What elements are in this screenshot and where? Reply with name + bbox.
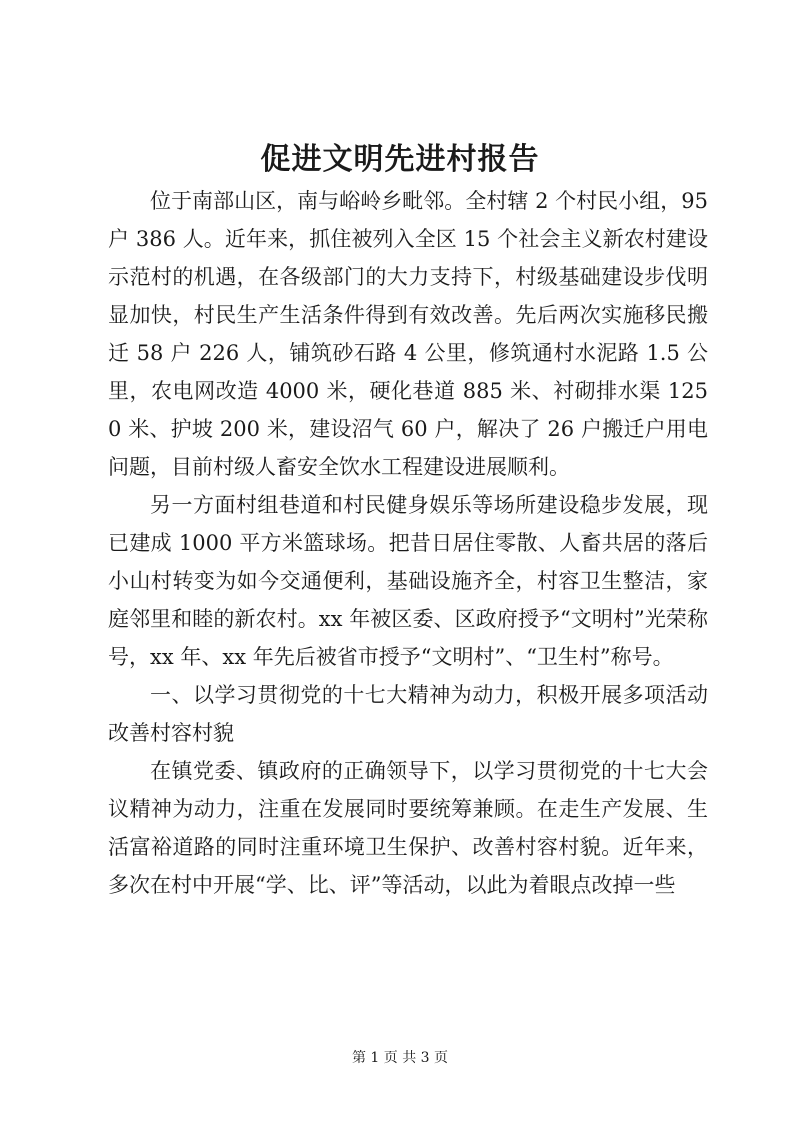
paragraph-development: 另一方面村组巷道和村民健身娱乐等场所建设稳步发展，现已建成 1000 平方米篮球场。把昔日居住零散、人畜共居的落后小山村转变为如今交通便利，基础设施齐全，村容卫生整洁，家庭邻里和睦的新农村。xx 年被区委、区政府授予“文明村”光荣称号，xx 年、xx 年先后被省市授予“文明村”、“卫生村”称号。 xyxy=(108,493,708,669)
page-footer: 第 1 页 共 3 页 xyxy=(351,1050,449,1066)
section-heading-1: 一、以学习贯彻党的十七大精神为动力，积极开展多项活动改善村容村貌 xyxy=(108,683,708,745)
paragraph-intro: 位于南部山区，南与峪岭乡毗邻。全村辖 2 个村民小组，95 户 386 人。近年来，抓住被列入全区 15 个社会主义新农村建设示范村的机遇，在各级部门的大力支持下，村级基础建设步伐明显加快，村民生产生活条件得到有效改善。先后两次实施移民搬迁 58 户 226 人，铺筑砂石路 4 公里，修筑通村水泥路 1.5 公里，农电网改造 4000 米，硬化巷道 885 米、衬砌排水渠 1250 米、护坡 200 米，建设沼气 60 户，解决了 26 户搬迁户用电问题，目前村级人畜安全饮水工程建设进展顺利。 xyxy=(108,189,708,479)
paragraph-section-1: 在镇党委、镇政府的正确领导下，以学习贯彻党的十七大会议精神为动力，注重在发展同时要统筹兼顾。在走生产发展、生活富裕道路的同时注重环境卫生保护、改善村容村貌。近年来，多次在村中开展“学、比、评”等活动，以此为着眼点改掉一些 xyxy=(108,759,708,897)
document-title: 促进文明先进村报告 xyxy=(260,142,540,177)
document-body xyxy=(108,182,708,904)
